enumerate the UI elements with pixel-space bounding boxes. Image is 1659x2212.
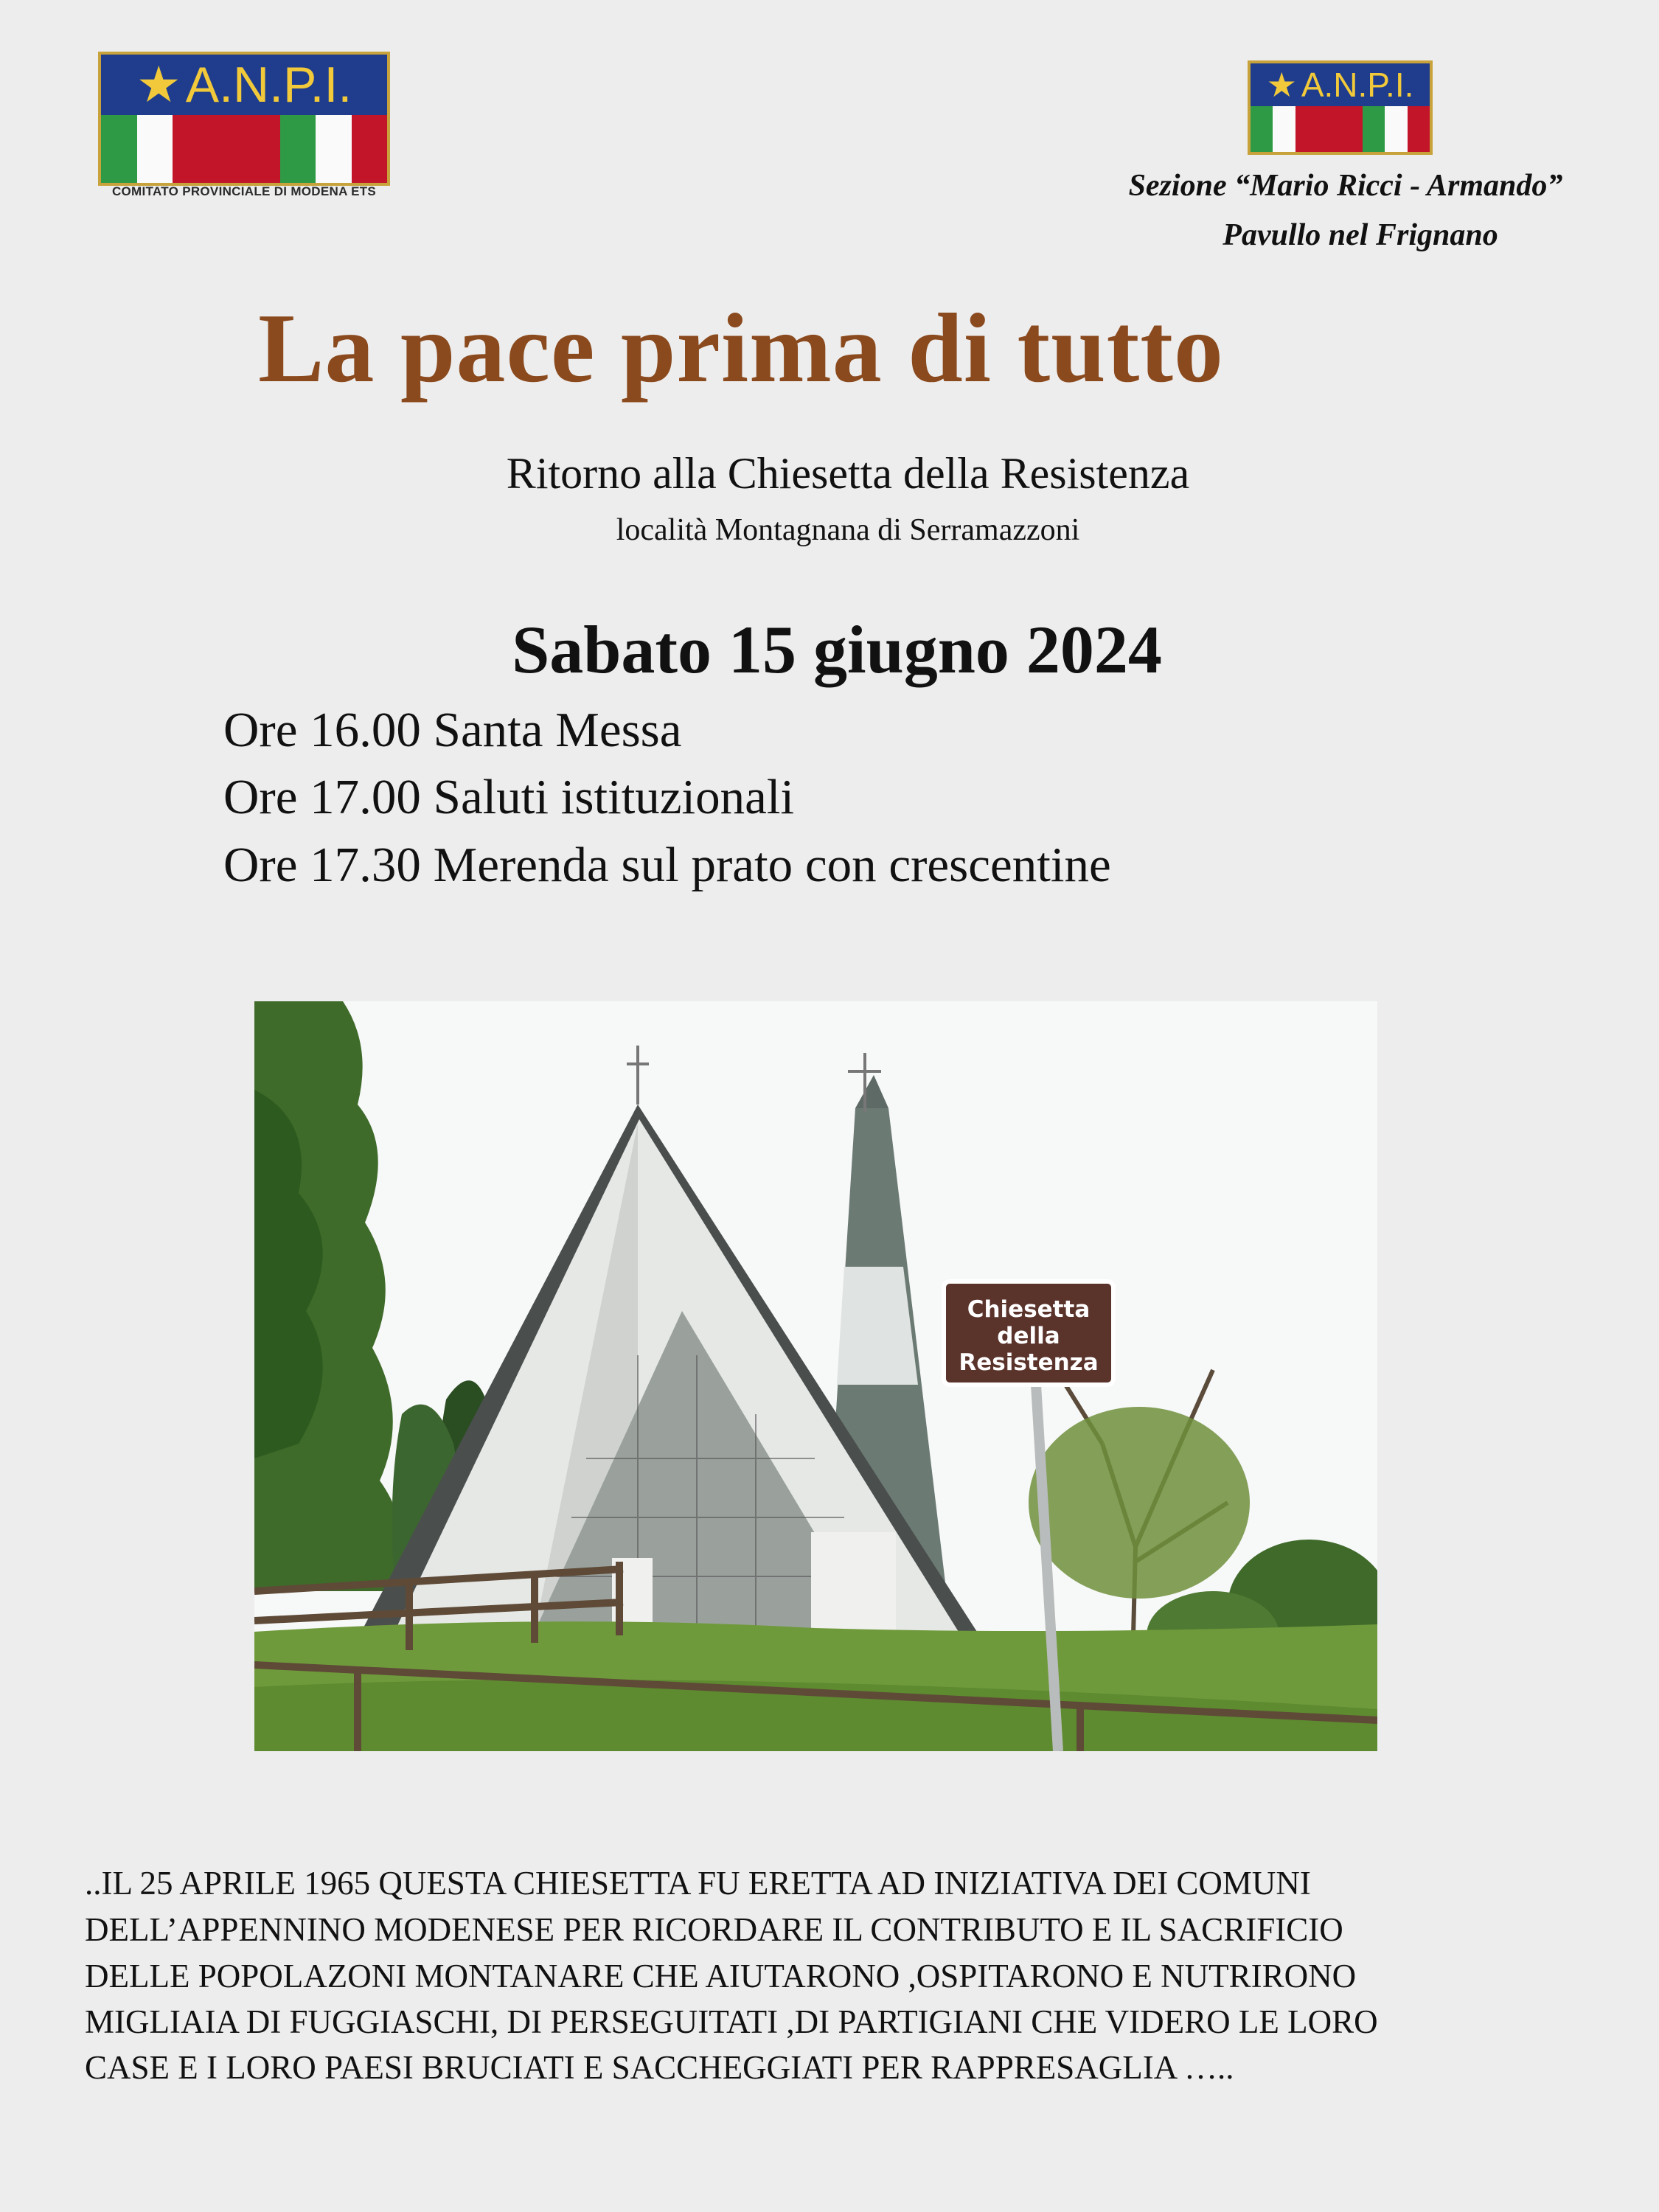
anpi-modena-logo <box>98 52 390 186</box>
sign-text: della <box>997 1323 1060 1349</box>
anpi-section-logo <box>1248 60 1433 155</box>
schedule-item: Ore 17.30 Merenda sul prato con crescentine <box>223 838 1111 892</box>
location: località Montagnana di Serramazzoni <box>616 513 1080 547</box>
history-paragraph-line: MIGLIAIA DI FUGGIASCHI, DI PERSEGUITATI ,DI PARTIGIANI CHE VIDERO LE LORO <box>85 2003 1378 2040</box>
church-photo <box>254 1001 1377 1751</box>
section-name: Sezione “Mario Ricci - Armando” <box>1128 169 1563 203</box>
event-date: Sabato 15 giugno 2024 <box>512 612 1162 687</box>
subtitle: Ritorno alla Chiesetta della Resistenza <box>506 449 1190 498</box>
logo-left-text: A.N.P.I. <box>185 57 352 113</box>
sign-text: Resistenza <box>959 1349 1099 1376</box>
history-paragraph-line: DELLE POPOLAZONI MONTANARE CHE AIUTARONO ,OSPITARONO E NUTRIRONO <box>85 1958 1357 1994</box>
section-town: Pavullo nel Frignano <box>1222 218 1498 252</box>
history-paragraph-line: DELL’APPENNINO MODENESE PER RICORDARE IL CONTRIBUTO E IL SACRIFICIO <box>85 1911 1343 1948</box>
logo-left-caption: COMITATO PROVINCIALE DI MODENA ETS <box>111 184 377 198</box>
history-paragraph-line: CASE E I LORO PAESI BRUCIATI E SACCHEGGIATI PER RAPPRESAGLIA ….. <box>85 2049 1234 2086</box>
schedule-item: Ore 17.00 Saluti istituzionali <box>223 770 795 824</box>
star-icon: ★ <box>136 56 181 113</box>
star-icon: ★ <box>1266 66 1297 104</box>
history-paragraph-line: ..IL 25 APRILE 1965 QUESTA CHIESETTA FU ERETTA AD INIZIATIVA DEI COMUNI <box>85 1865 1311 1902</box>
logo-right-text: A.N.P.I. <box>1301 66 1414 104</box>
schedule-item: Ore 16.00 Santa Messa <box>223 703 682 757</box>
sign-text: Chiesetta <box>967 1296 1091 1323</box>
page-title: La pace prima di tutto <box>258 293 1224 403</box>
